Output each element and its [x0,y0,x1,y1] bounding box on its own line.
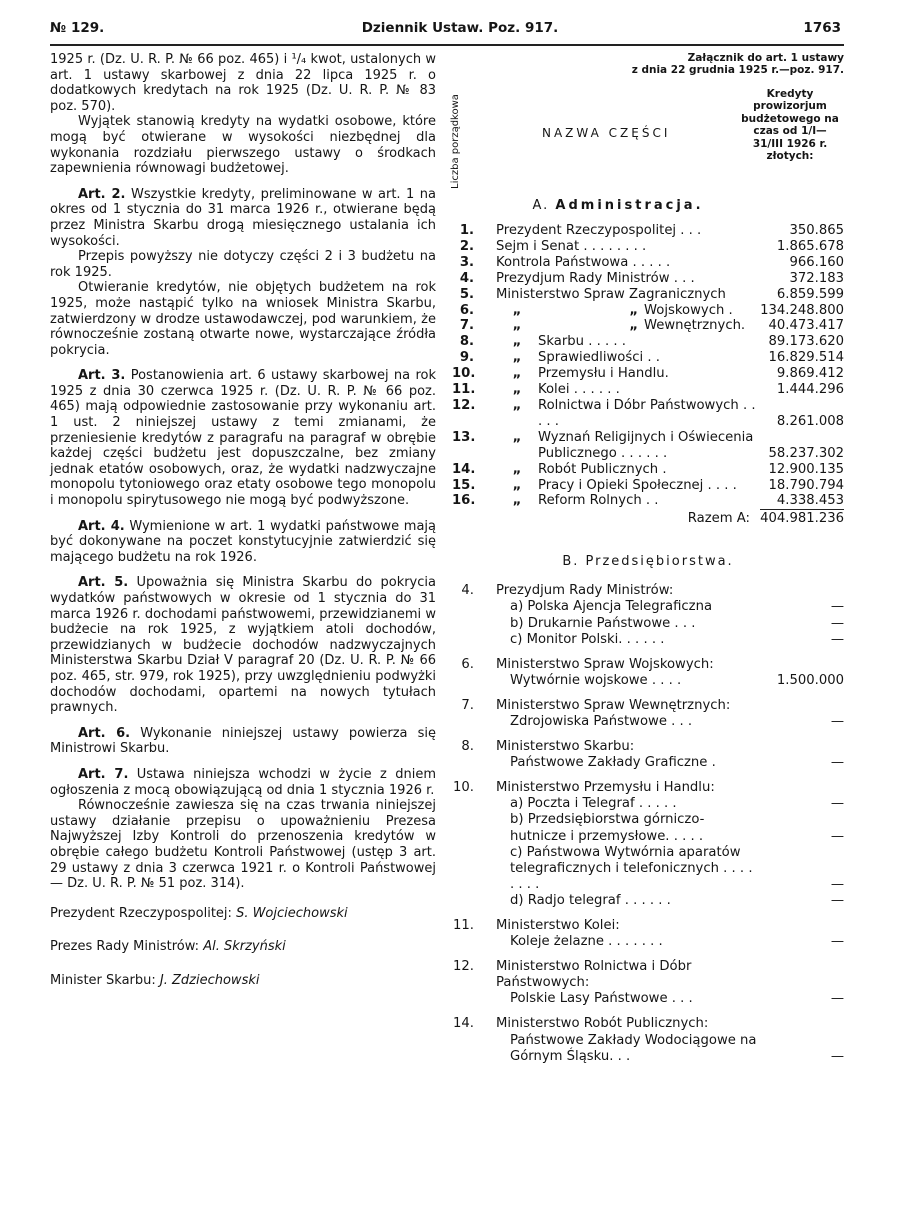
row-amount: — [830,1048,844,1064]
row-amount: 9.869.412 [776,366,844,382]
header-rule [50,44,844,46]
row-name [474,303,760,319]
row-number: 6. [461,656,474,672]
row-number: 12. [453,959,474,975]
ditto-mark: „ [512,477,522,493]
amount-spacer [760,739,844,755]
paragraph: Otwieranie kredytów, nie objętych budżetem na rok 1925, może nastąpić tylko na wniosek Ministra Skarbu, zatwierdzony w drodze ustawodawczej, pod warunkiem, że równocześnie zostaną otwarte nowe, wystarczające źródła pokrycia. [50,280,436,358]
row-amount: — [830,631,844,647]
table-row [452,462,844,478]
row-number: 8. [461,739,474,755]
table-row [452,893,844,909]
item-name: d) Radjo telegraf . . . . . . [510,892,671,908]
row-number: 11. [452,382,476,398]
item-name: Koleje żelazne . . . . . . . [510,934,663,950]
article-label: Art. 6. [78,725,131,741]
row-number: 3. [459,254,474,270]
row-name [474,334,760,350]
table-header [452,86,844,194]
row-name [474,478,760,494]
row-amount: 89.173.620 [768,334,844,350]
paragraph: Wyjątek stanowią kredyty na wydatki osobowe, które mogą być otwierane w wysokości niezbędnej dla wykonania rozdziału pierwszego ustawy o środkach zapewnienia równowagi budżetowej. [50,114,436,177]
item-name: Państwowe Zakłady Graficzne . [510,755,716,771]
table-row [452,398,844,430]
section-a-table [452,223,844,510]
row-amount: 8.261.008 [776,413,844,429]
ditto-mark: „ [512,334,522,350]
group-heading [452,918,844,934]
table-row [452,255,844,271]
row-name-text: Kolei . . . . . . [538,382,620,398]
item-name: c) Monitor Polski. . . . . . [510,631,665,647]
row-gap [452,730,844,739]
row-name: Prezydjum Rady Ministrów . . . [496,270,695,286]
group-heading [452,583,844,599]
article-label: Art. 7. [78,766,129,782]
amount-spacer [760,959,844,991]
group-title: Ministerstwo Skarbu: [496,739,635,755]
signature-prime-minister: Prezes Rady Ministrów: Al. Skrzyński [50,939,286,955]
table-row [452,493,844,510]
article-label: Art. 5. [78,575,129,591]
table-row [452,303,844,319]
item-name: b) Drukarnie Państwowe . . . [510,615,696,631]
table-row [452,796,844,812]
amount-spacer [760,583,844,599]
row-number-blank [452,616,474,632]
article-text: Ustawa niniejsza wchodzi w życie z dniem ogłoszenia z mocą obowiązującą od dnia 1 stycznia 1926 r. [50,766,436,798]
group-title: Ministerstwo Rolnictwa i Dóbr Państwowych: [496,959,692,991]
row-number-blank [452,893,474,909]
row-number: 1. [459,223,474,238]
table-row [452,812,844,844]
article-label: Art. 2. [78,186,126,202]
article-4 [50,519,436,566]
row-number: 14. [452,461,476,477]
row-number-blank [452,991,474,1007]
group-title: Ministerstwo Przemysłu i Handlu: [496,780,715,796]
row-name [474,398,760,430]
row-number: 7. [459,318,474,334]
article-text: Wykonanie niniejszej ustawy powierza się Ministrowi Skarbu. [50,725,436,757]
row-amount: — [830,713,844,729]
row-number: 14. [453,1016,474,1032]
row-amount: — [830,934,844,950]
table-row [452,478,844,494]
ditto-mark: „ [512,382,522,398]
article-text: Wszystkie kredyty, preliminowane w art. 1 na okres od 1 stycznia do 31 marca 1926 r., otwierane będą przez Ministra Skarbu drogą miesięcznego ustalania ich wysokości. [50,186,437,249]
item-name: Wytwórnie wojskowe . . . . [510,672,682,688]
article-2 [50,187,436,249]
ditto-mark: „ [629,302,638,318]
row-number: 4. [459,270,474,286]
table-row [452,714,844,730]
row-name-text: Sprawiedliwości . . [538,350,660,366]
table-row [452,223,844,239]
total-label: Razem A: [687,511,750,527]
left-column [50,52,436,988]
row-name: Ministerstwo Spraw Zagranicznych [496,286,726,302]
row-number: 4. [461,583,474,599]
row-gap [452,689,844,698]
group-heading [452,780,844,796]
group-title: Ministerstwo Robót Publicznych: [496,1016,709,1032]
row-amount: 134.248.800 [760,302,844,318]
ditto-mark: „ [512,366,522,382]
row-amount: — [830,876,844,892]
table-row [452,1033,844,1065]
row-number: 10. [453,780,474,796]
total-amount: 404.981.236 [760,511,844,527]
table-row [452,287,844,303]
table-row [452,991,844,1007]
ditto-mark: „ [512,350,522,366]
row-name: Kontrola Państwowa . . . . . [496,254,671,270]
row-number: 16. [452,493,476,509]
section-a-title: A. Administracja. [532,198,704,213]
row-gap [452,909,844,918]
row-number-blank [452,1033,474,1065]
item-name: a) Polska Ajencja Telegraficzna [510,599,713,615]
row-amount: 1.444.296 [776,382,844,398]
row-number-blank [452,673,474,689]
row-amount: — [830,796,844,812]
row-name [474,318,760,334]
ditto-mark: „ [512,318,522,334]
group-heading [452,698,844,714]
signature-treasury-minister: Minister Skarbu: J. Zdziechowski [50,972,260,988]
journal-title: Dziennik Ustaw. Poz. 917. [361,20,559,36]
amount-spacer [760,698,844,714]
row-number: 5. [459,286,474,302]
row-amount: 58.237.302 [768,445,844,461]
row-name-text: Robót Publicznych . [538,461,667,477]
row-name-text: Wyznań Religijnych i Oświecenia Publicznego . . . . . . [538,429,754,461]
article-6 [50,726,436,757]
item-name: b) Przedsiębiorstwa górniczo-hutnicze i przemysłowe. . . . . [510,812,705,844]
signature-name: Al. Skrzyński [203,939,286,955]
row-number: 8. [459,334,474,350]
row-name [474,493,760,510]
row-number-blank [452,812,474,844]
article-label: Art. 4. [78,518,125,534]
row-amount: 350.865 [789,223,844,238]
paragraph: 1925 r. (Dz. U. R. P. № 66 poz. 465) i ¹/₄ kwot, ustalonych w art. 1 ustawy skarbowej z dnia 22 lipca 1925 r. o dodatkowych kredytach na rok 1925 (Dz. U. R. P. № 83 poz. 570). [50,52,436,114]
article-text: Wymienione w art. 1 wydatki państwowe mają być dokonywane na poczet konstytucyjnie zatwierdzić się mającego budżetu na rok 1926. [50,518,436,565]
row-number-blank [452,599,474,615]
section-b-title: B. Przedsiębiorstwa. [562,554,734,570]
table-row [452,934,844,950]
column-header-name: NAZWA CZĘŚCI [542,126,671,140]
row-number: 13. [452,429,476,445]
row-number: 12. [452,397,476,413]
item-name: c) Państwowa Wytwórnia aparatów telegraficznych i telefonicznych . . . . . . . . [510,844,753,892]
table-row [452,382,844,398]
row-amount: — [830,615,844,631]
table-row [452,673,844,689]
table-row [452,239,844,255]
row-number-blank [452,755,474,771]
row-name [474,462,760,478]
amount-spacer [760,657,844,673]
table-row [452,755,844,771]
page-number: 1763 [803,20,841,36]
row-amount: 1.500.000 [776,672,844,688]
row-name-text: Wewnętrznych. [644,318,746,334]
row-amount: — [830,755,844,771]
ditto-mark: „ [629,318,638,334]
row-name-text: Rolnictwa i Dóbr Państwowych . . . . . [538,397,756,429]
group-title: Ministerstwo Spraw Wojskowych: [496,656,714,672]
amount-spacer [760,1016,844,1032]
row-amount: 372.183 [789,270,844,286]
group-heading [452,959,844,991]
signature-president: Prezydent Rzeczypospolitej: S. Wojciechowski [50,905,348,921]
ditto-mark: „ [512,493,522,509]
ditto-mark: „ [512,397,522,413]
row-amount: 1.865.678 [776,238,844,254]
row-amount: 16.829.514 [768,350,844,366]
row-gap [452,771,844,780]
row-number: 10. [452,366,476,382]
row-amount: 966.160 [789,254,844,270]
row-amount: — [830,991,844,1007]
table-row [452,271,844,287]
signature-name: S. Wojciechowski [236,905,348,921]
item-name: Polskie Lasy Państwowe . . . [510,991,693,1007]
group-title: Ministerstwo Kolei: [496,918,620,933]
row-name [474,382,760,398]
ditto-mark: „ [512,302,522,318]
annex-column [452,52,844,1065]
row-number: 6. [459,302,474,318]
row-name-text: Przemysłu i Handlu. [538,366,669,382]
row-amount: — [830,599,844,615]
group-heading [452,657,844,673]
row-name-text: Pracy i Opieki Społecznej . . . . [538,477,737,493]
row-name-text: Wojskowych . [644,302,733,318]
ditto-mark: „ [512,429,522,445]
table-row [452,366,844,382]
article-text: Postanowienia art. 6 ustawy skarbowej na rok 1925 z dnia 30 czerwca 1925 r. (Dz. U. R. P. № 66 poz. 465) mają odpowiednie zastosowanie przy wykonaniu art. 1 ust. 2 niniejszej ustawy z temi zmianami, że przeniesienie kredytów z paragrafu na paragraf w obrębie każdej części budżetu jest dopuszczalne, bez zmiany jednak etatów osobowych, oraz, że wydatki nadzwyczajne monopolu tytoniowego oraz etaty osobowe tego monopolu i monopolu spirytusowego nie mogą być podwyższone. [50,368,436,509]
section-b-table [452,583,844,1064]
row-number-blank [452,632,474,648]
annex-heading: Załącznik do art. 1 ustawy z dnia 22 grudnia 1925 r.—poz. 917. [631,52,844,76]
row-number-blank [452,845,474,893]
article-7 [50,767,436,798]
row-amount: — [830,892,844,908]
signature-name: J. Zdziechowski [159,972,260,988]
row-number-blank [452,714,474,730]
item-name: Zdrojowiska Państwowe . . . [510,713,693,729]
row-gap [452,648,844,657]
article-5 [50,575,436,715]
table-row [452,599,844,615]
row-amount: 18.790.794 [768,477,844,493]
total-row [452,510,844,528]
amount-spacer [760,780,844,796]
row-amount: — [830,828,844,844]
group-title: Ministerstwo Spraw Wewnętrznych: [496,697,731,713]
row-name-text: Reform Rolnych . . [538,493,659,509]
group-heading [452,1016,844,1032]
table-row [452,430,844,462]
row-number-blank [452,796,474,812]
row-amount: 12.900.135 [768,461,844,477]
row-amount: 40.473.417 [768,318,844,334]
item-name: Państwowe Zakłady Wodociągowe na Górnym Śląsku. . . [510,1032,757,1064]
article-text: Upoważnia się Ministra Skarbu do pokrycia wydatków państwowych w okresie od 1 stycznia do 31 marca 1926 r. dochodami państwowemi, przewidzianemi w budżecie na rok 1925, z wyjątkiem atoli dochodów, przewidzianych w budżecie dochodów nadzwyczajnych Ministerstwa Skarbu Dział V paragraf 20 (Dz. U. R. P. № 66 poz. 465, str. 979, rok 1925), przy uwzględnieniu podwyżki dochodów dochodami, opartemi na nowych tytułach prawnych. [50,575,436,716]
table-row [452,318,844,334]
row-name: Sejm i Senat . . . . . . . . [496,238,647,254]
ditto-mark: „ [512,461,522,477]
row-number: 11. [453,918,474,933]
amount-spacer [760,918,844,934]
row-name [474,366,760,382]
table-row [452,632,844,648]
row-name [474,430,760,462]
article-3 [50,368,436,508]
table-row [452,616,844,632]
row-amount: 4.338.453 [760,493,844,510]
table-row [452,845,844,893]
table-row [452,334,844,350]
column-header-number: Liczba porządkowa [450,94,461,190]
row-name-text: Skarbu . . . . . [538,334,626,350]
column-header-amount: Kredyty prowizorjum budżetowego na czas od 1/I—31/III 1926 r. złotych: [741,88,839,163]
table-row [452,350,844,366]
paragraph: Równocześnie zawiesza się na czas trwania niniejszej ustawy działanie przepisu o upoważnieniu Prezesa Najwyższej Izby Kontroli do przenoszenia kredytów w obrębie całego budżetu Kontroli Państwowej (ustęp 3 art. 29 ustawy z dnia 3 czerwca 1921 r. o Kontroli Państwowej — Dz. U. R. P. № 51 poz. 314). [50,798,436,892]
row-amount: 6.859.599 [776,286,844,302]
article-label: Art. 3. [78,368,126,384]
group-heading [452,739,844,755]
row-name [474,350,760,366]
row-number: 15. [452,477,476,493]
item-name: a) Poczta i Telegraf . . . . . [510,796,677,812]
row-number: 7. [461,697,474,713]
row-number: 9. [459,350,474,366]
group-title: Prezydjum Rady Ministrów: [496,583,674,599]
row-gap [452,950,844,959]
row-number: 2. [459,238,474,254]
issue-number: № 129. [50,20,105,36]
paragraph: Przepis powyższy nie dotyczy części 2 i 3 budżetu na rok 1925. [50,249,436,280]
row-name: Prezydent Rzeczypospolitej . . . [496,223,702,238]
row-number-blank [452,934,474,950]
